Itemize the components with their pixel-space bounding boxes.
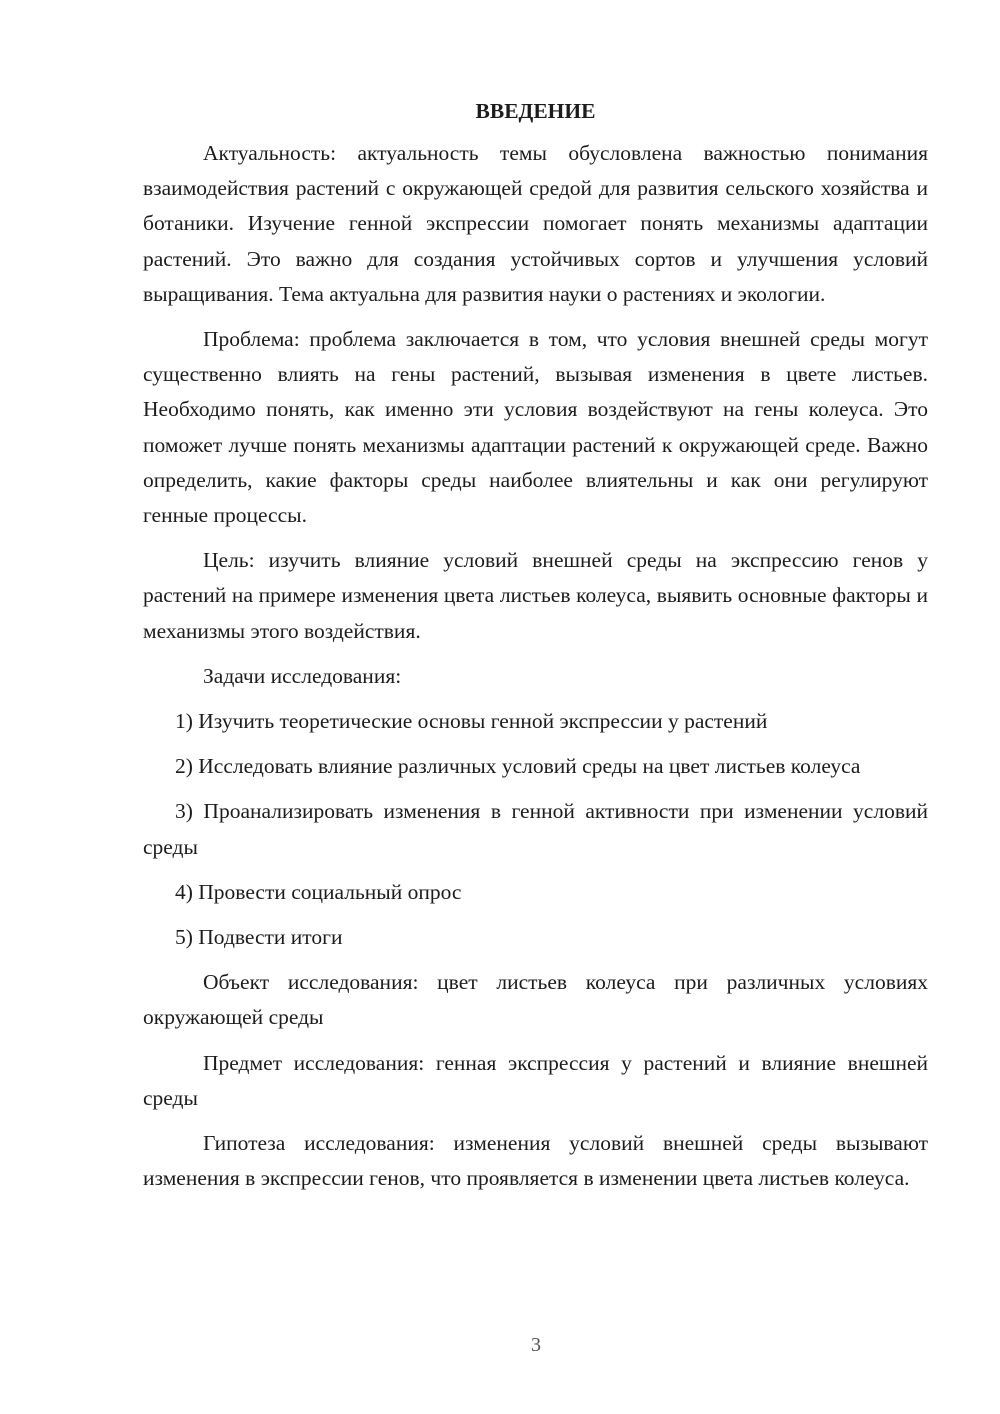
task-item: 2) Исследовать влияние различных условий среды на цвет листьев колеуса <box>175 754 861 779</box>
paragraph-relevance: Актуальность: актуальность темы обусловлена важностью понимания взаимодействия растений с окружающей средой для развития сельского хозяйства и ботаники. Изучение генной экспрессии помогает понять механизмы адаптации растений. Это важно для создания устойчивых сортов и улучшения условий выращивания. Тема актуальна для развития науки о растениях и экологии. <box>143 141 928 306</box>
paragraph-hypothesis: Гипотеза исследования: изменения условий внешней среды вызывают изменения в экспрессии генов, что проявляется в изменении цвета листьев колеуса. <box>143 1131 928 1191</box>
section-title: ВВЕДЕНИЕ <box>475 99 596 123</box>
page-number: 3 <box>531 1334 541 1356</box>
document-page <box>143 96 928 1206</box>
task-item: 3) Проанализировать изменения в генной активности при изменении условий среды <box>143 799 928 859</box>
task-item: 4) Провести социальный опрос <box>175 879 462 904</box>
paragraph-problem: Проблема: проблема заключается в том, что условия внешней среды могут существенно влиять на гены растений, вызывая изменения в цвете листьев. Необходимо понять, как именно эти условия воздействуют на гены колеуса. Это поможет лучше понять механизмы адаптации растений к окружающей среде. Важно определить, какие факторы среды наиболее влиятельны и как они регулируют генные процессы. <box>143 327 928 528</box>
tasks-heading: Задачи исследования: <box>203 663 402 688</box>
task-item: 5) Подвести итоги <box>175 925 343 950</box>
task-item: 1) Изучить теоретические основы генной экспрессии у растений <box>175 709 768 734</box>
paragraph-goal: Цель: изучить влияние условий внешней среды на экспрессию генов у растений на примере изменения цвета листьев колеуса, выявить основные факторы и механизмы этого воздействия. <box>143 548 928 643</box>
paragraph-object: Объект исследования: цвет листьев колеуса при различных условиях окружающей среды <box>143 970 928 1030</box>
paragraph-subject: Предмет исследования: генная экспрессия у растений и влияние внешней среды <box>143 1050 928 1110</box>
